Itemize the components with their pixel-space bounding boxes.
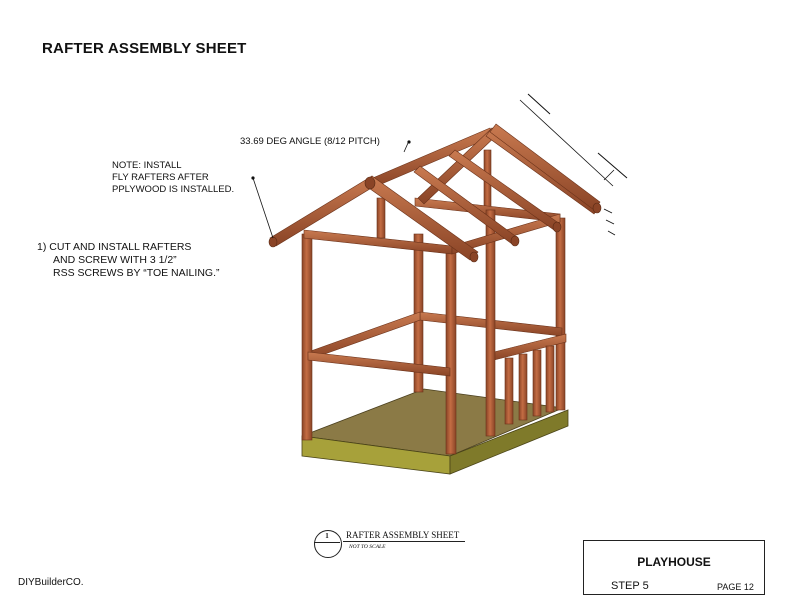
page-number: PAGE 12: [717, 582, 754, 592]
dimension-line: [520, 100, 613, 186]
note-line: NOTE: INSTALL: [112, 160, 182, 171]
baluster: [533, 350, 541, 416]
post-front-left: [302, 234, 312, 440]
dimension-tick: [528, 94, 550, 114]
step-line: AND SCREW WITH 3 1/2”: [53, 254, 177, 266]
rafter-end: [553, 222, 561, 232]
detail-callout-divider: [314, 542, 340, 543]
post-front-right: [446, 246, 456, 454]
dimension-tick: [598, 153, 627, 178]
dimension-tick: [608, 231, 615, 235]
rafter-end: [511, 236, 519, 246]
detail-callout-number: 1: [325, 532, 329, 540]
project-name: PLAYHOUSE: [637, 555, 711, 569]
brand-name: DIYBuilderCO.: [18, 577, 84, 588]
leader-dot: [407, 140, 410, 143]
post-back-right: [556, 218, 565, 410]
dimension-tick: [606, 220, 614, 224]
baluster: [519, 354, 527, 420]
detail-callout-scale: NOT TO SCALE: [349, 544, 386, 550]
title-block: [583, 540, 765, 595]
note-line: FLY RAFTERS AFTER: [112, 172, 209, 183]
baluster: [505, 358, 513, 424]
note-leader: [253, 178, 273, 238]
post-ridge-front: [377, 198, 385, 238]
post-mid-right: [486, 210, 495, 436]
note-line: PPLYWOOD IS INSTALLED.: [112, 184, 235, 195]
rail-front-mid: [308, 352, 450, 376]
fly-rafter-back-right: [490, 124, 600, 210]
detail-callout-title: RAFTER ASSEMBLY SHEET: [346, 530, 460, 540]
dimension-tick: [604, 170, 614, 180]
rail-left-mid: [308, 312, 420, 360]
angle-label: 33.69 DEG ANGLE (8/12 PITCH): [240, 136, 380, 147]
rafter-end: [470, 252, 478, 262]
step-line: 1) CUT AND INSTALL RAFTERS: [37, 241, 192, 253]
step-line: RSS SCREWS BY “TOE NAILING.”: [53, 267, 220, 279]
detail-callout-underline: [343, 541, 465, 542]
angle-leader: [404, 143, 408, 152]
rafter-end: [365, 177, 375, 189]
step-number: STEP 5: [611, 580, 649, 592]
rafter-end: [593, 203, 601, 213]
rail-right-guard: [494, 334, 566, 360]
dimension-tick: [604, 209, 612, 213]
baluster: [546, 346, 554, 412]
rafter-end: [269, 237, 277, 247]
sheet-title: RAFTER ASSEMBLY SHEET: [42, 40, 247, 57]
leader-dot: [251, 176, 254, 179]
